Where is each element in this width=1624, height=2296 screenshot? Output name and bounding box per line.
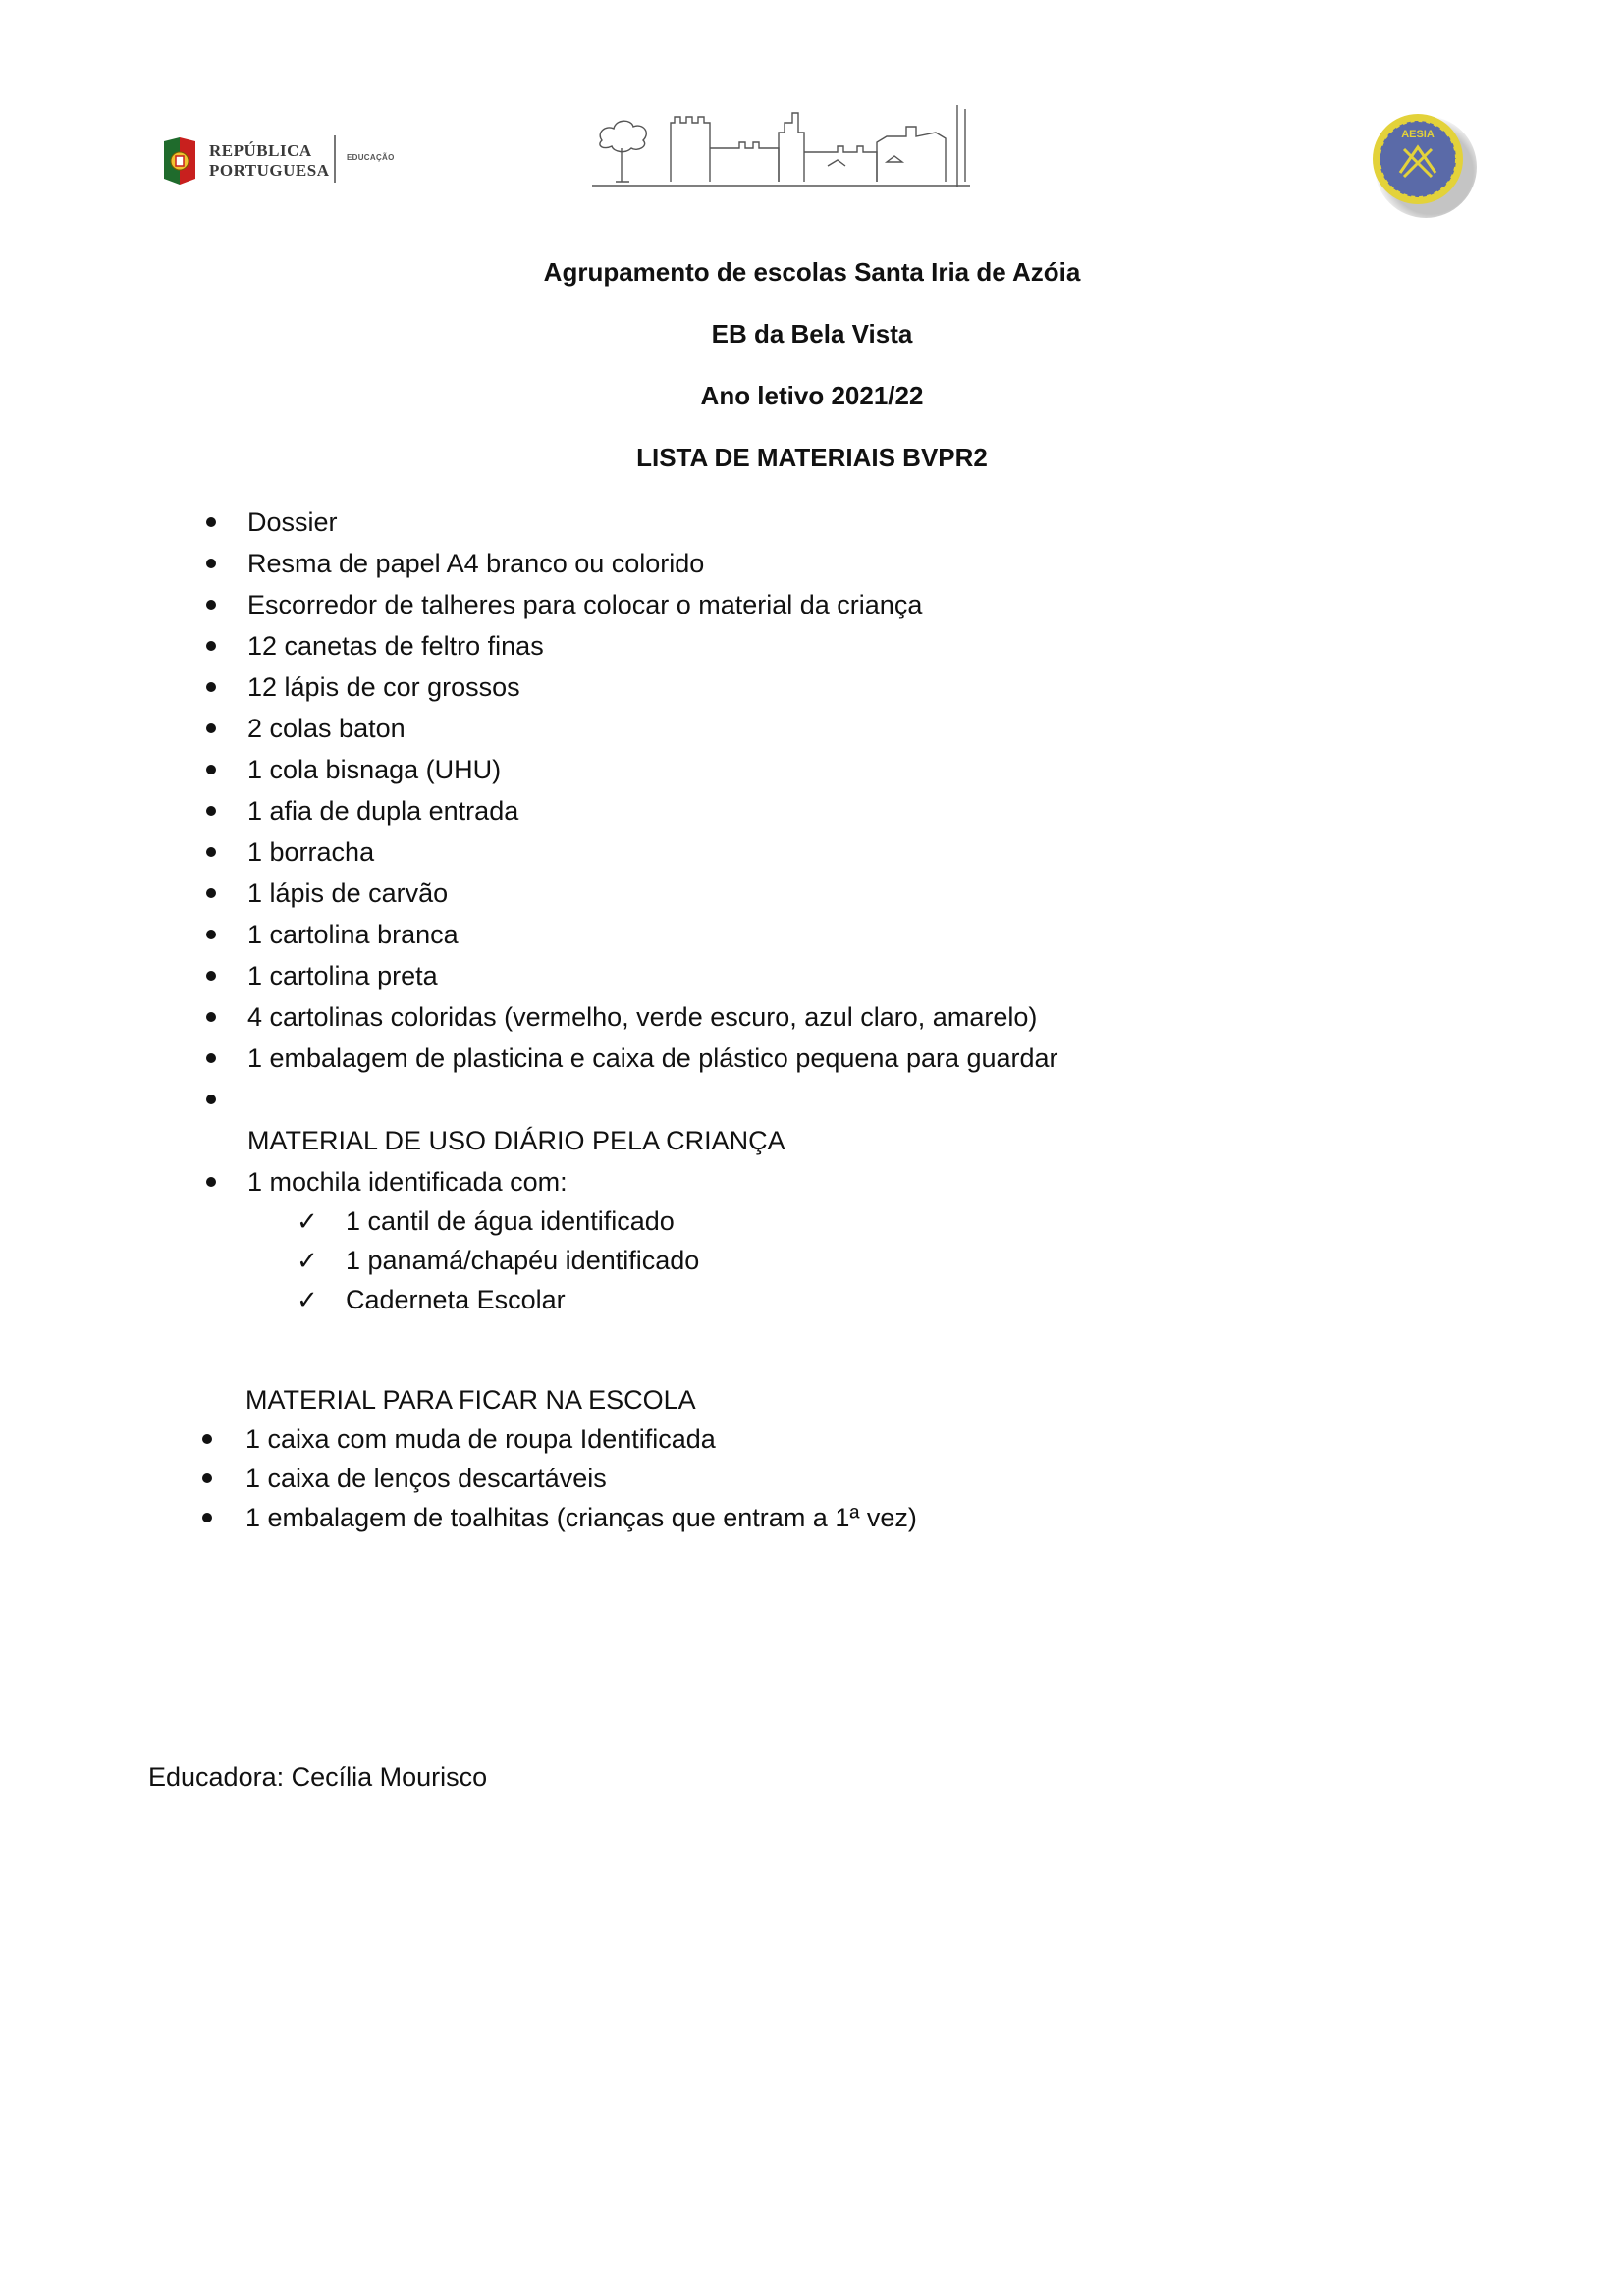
- portuguese-flag-icon: [160, 135, 199, 187]
- bullet-icon: [206, 1012, 216, 1022]
- castle-sketch-logo: [592, 103, 975, 187]
- logo-divider: [334, 135, 336, 183]
- bullet-icon: [206, 682, 216, 692]
- republica-portuguesa-text: REPÚBLICA PORTUGUESA: [209, 141, 330, 180]
- school-stay-heading: MATERIAL PARA FICAR NA ESCOLA: [245, 1385, 696, 1415]
- school-year-title: Ano letivo 2021/22: [700, 381, 924, 410]
- bullet-icon: [202, 1513, 212, 1522]
- school-seal-logo: [1367, 108, 1477, 218]
- daily-use-heading: MATERIAL DE USO DIÁRIO PELA CRIANÇA: [247, 1126, 785, 1155]
- list-title: LISTA DE MATERIAIS BVPR2: [636, 443, 988, 472]
- checklist-item: 1 cantil de água identificado: [346, 1206, 675, 1236]
- bullet-icon: [206, 888, 216, 898]
- bullet-icon: [206, 517, 216, 527]
- school-title: EB da Bela Vista: [711, 319, 913, 348]
- bullet-icon: [206, 806, 216, 816]
- checkmark-icon: ✓: [297, 1246, 318, 1275]
- bullet-icon: [206, 930, 216, 939]
- educacao-label: EDUCAÇÃO: [347, 153, 395, 162]
- bullet-icon: [206, 559, 216, 568]
- school-group-title: Agrupamento de escolas Santa Iria de Azóia: [543, 257, 1081, 287]
- checkmark-icon: ✓: [297, 1285, 318, 1314]
- bullet-icon: [206, 723, 216, 733]
- checklist-item: 1 panamá/chapéu identificado: [346, 1246, 700, 1275]
- checkmark-icon: ✓: [297, 1206, 318, 1236]
- bullet-icon: [206, 847, 216, 857]
- bullet-icon: [206, 1177, 216, 1187]
- document-page: REPÚBLICA PORTUGUESA EDUCAÇÃO AESIA Agrupamento de escolas Santa Iria de Azóia EB da Bela Vista Ano letivo 2021/22 LISTA DE MATERIAIS BVPR2 Dossier Resma de papel A4 branco ou colorido Escorredor de talheres para colocar o material da criança 12 canetas de feltro finas 12 lápis de cor grossos 2 colas baton 1 cola bisnaga (UHU) 1 afia de dupla entrada 1 borracha 1 lápis de carvão 1 cartolina branca 1 cartolina preta 4 cartolinas coloridas (vermelho, verde escuro, azul claro, amarelo) 1 embalagem de plasticina e caixa de plástico pequena para guardar MATERIAL DE USO DIÁRIO PELA CRIANÇA 1 mochila identificada com: ✓ 1 cantil de água identificado ✓ 1 panamá/chapéu identificado ✓ Caderneta Escolar MATERIAL PARA FICAR NA ESCOLA 1 caixa com muda de roupa Identificada 1 caixa de lenços descartáveis 1 embalagem de toalhitas (crianças que entram a 1ª vez) Educadora: Cecília Mourisco: [0, 0, 1624, 2296]
- seal-text: AESIA: [1401, 129, 1435, 140]
- bullet-icon: [206, 641, 216, 651]
- bullet-icon: [206, 600, 216, 610]
- educator-signature-line: Educadora: Cecília Mourisco: [148, 1762, 488, 1791]
- bullet-icon: [206, 971, 216, 981]
- checklist-item: Caderneta Escolar: [346, 1285, 566, 1314]
- bullet-icon: [206, 765, 216, 774]
- republica-portuguesa-logo: [160, 132, 415, 192]
- bullet-icon: [206, 1095, 216, 1104]
- bullet-icon: [202, 1434, 212, 1444]
- bullet-icon: [202, 1473, 212, 1483]
- bullet-icon: [206, 1053, 216, 1063]
